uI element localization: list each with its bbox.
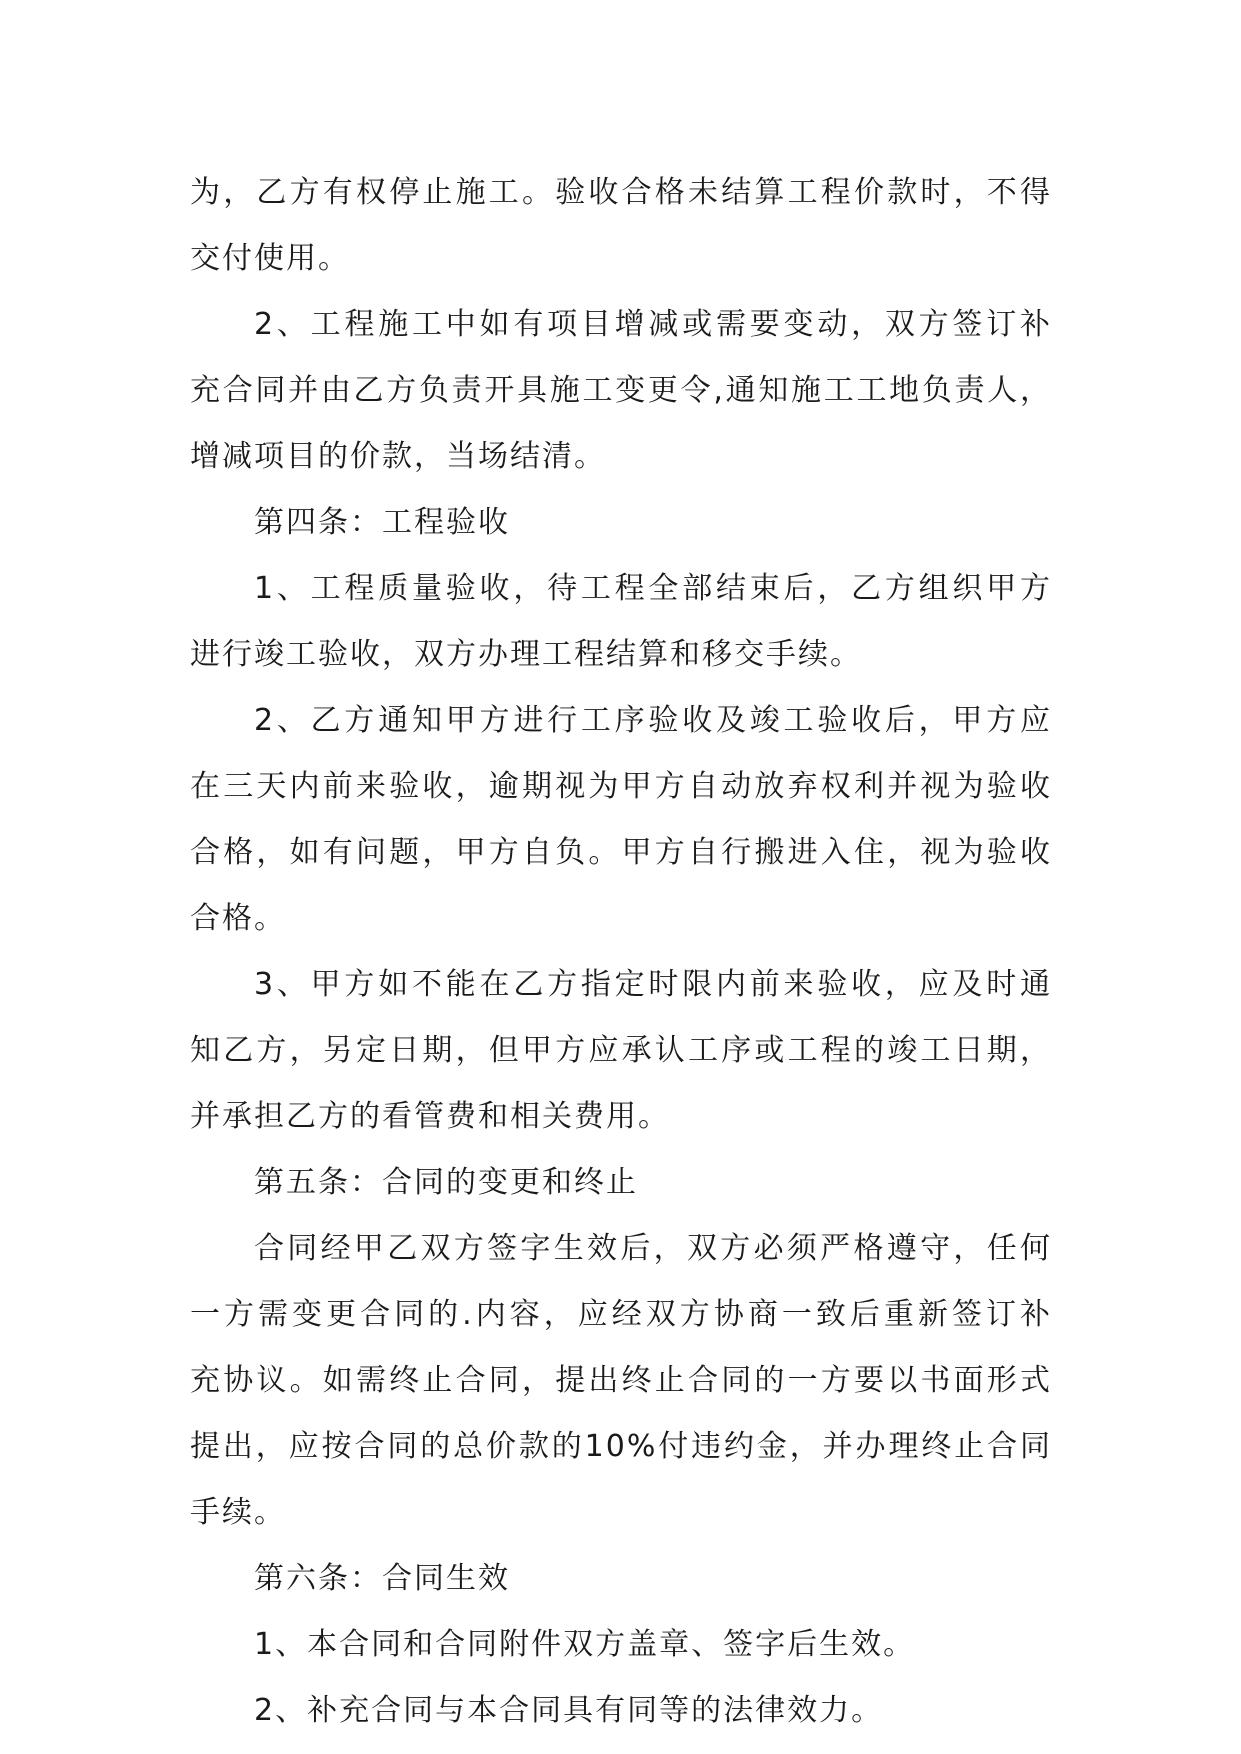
text-line: 充合同并由乙方负责开具施工变更令,通知施工工地负责人， — [190, 373, 1052, 408]
text-line: 合同经甲乙双方签字生效后，双方必须严格遵守，任何 — [254, 1231, 1052, 1266]
text-line: 一方需变更合同的.内容，应经双方协商一致后重新签订补 — [190, 1297, 1052, 1332]
text-line: 2、乙方通知甲方进行工序验收及竣工验收后，甲方应 — [254, 703, 1052, 738]
text-line: 并承担乙方的看管费和相关费用。 — [190, 1099, 670, 1134]
text-line: 合格，如有问题，甲方自负。甲方自行搬进入住，视为验收 — [190, 835, 1052, 870]
text-line: 知乙方，另定日期，但甲方应承认工序或工程的竣工日期， — [190, 1033, 1052, 1068]
text-line: 在三天内前来验收，逾期视为甲方自动放弃权利并视为验收 — [190, 769, 1052, 804]
text-line: 3、甲方如不能在乙方指定时限内前来验收，应及时通 — [254, 967, 1052, 1002]
document-page — [190, 160, 1052, 1744]
text-line: 为，乙方有权停止施工。验收合格未结算工程价款时，不得 — [190, 175, 1052, 210]
text-line: 第四条：工程验收 — [254, 505, 510, 540]
text-line: 2、工程施工中如有项目增减或需要变动，双方签订补 — [254, 307, 1052, 342]
text-line: 第五条：合同的变更和终止 — [254, 1165, 638, 1200]
text-line: 手续。 — [190, 1495, 286, 1530]
text-line: 1、本合同和合同附件双方盖章、签字后生效。 — [254, 1627, 916, 1662]
text-line: 进行竣工验收，双方办理工程结算和移交手续。 — [190, 637, 862, 672]
text-line: 交付使用。 — [190, 241, 350, 276]
text-line: 2、补充合同与本合同具有同等的法律效力。 — [254, 1693, 884, 1728]
text-line: 增减项目的价款，当场结清。 — [190, 439, 606, 474]
text-line: 合格。 — [190, 901, 286, 936]
text-line: 提出，应按合同的总价款的10%付违约金，并办理终止合同 — [190, 1429, 1052, 1464]
document-body — [190, 160, 1052, 1744]
text-line: 1、工程质量验收，待工程全部结束后，乙方组织甲方 — [254, 571, 1052, 606]
text-line: 第六条：合同生效 — [254, 1561, 510, 1596]
text-line: 充协议。如需终止合同，提出终止合同的一方要以书面形式 — [190, 1363, 1052, 1398]
